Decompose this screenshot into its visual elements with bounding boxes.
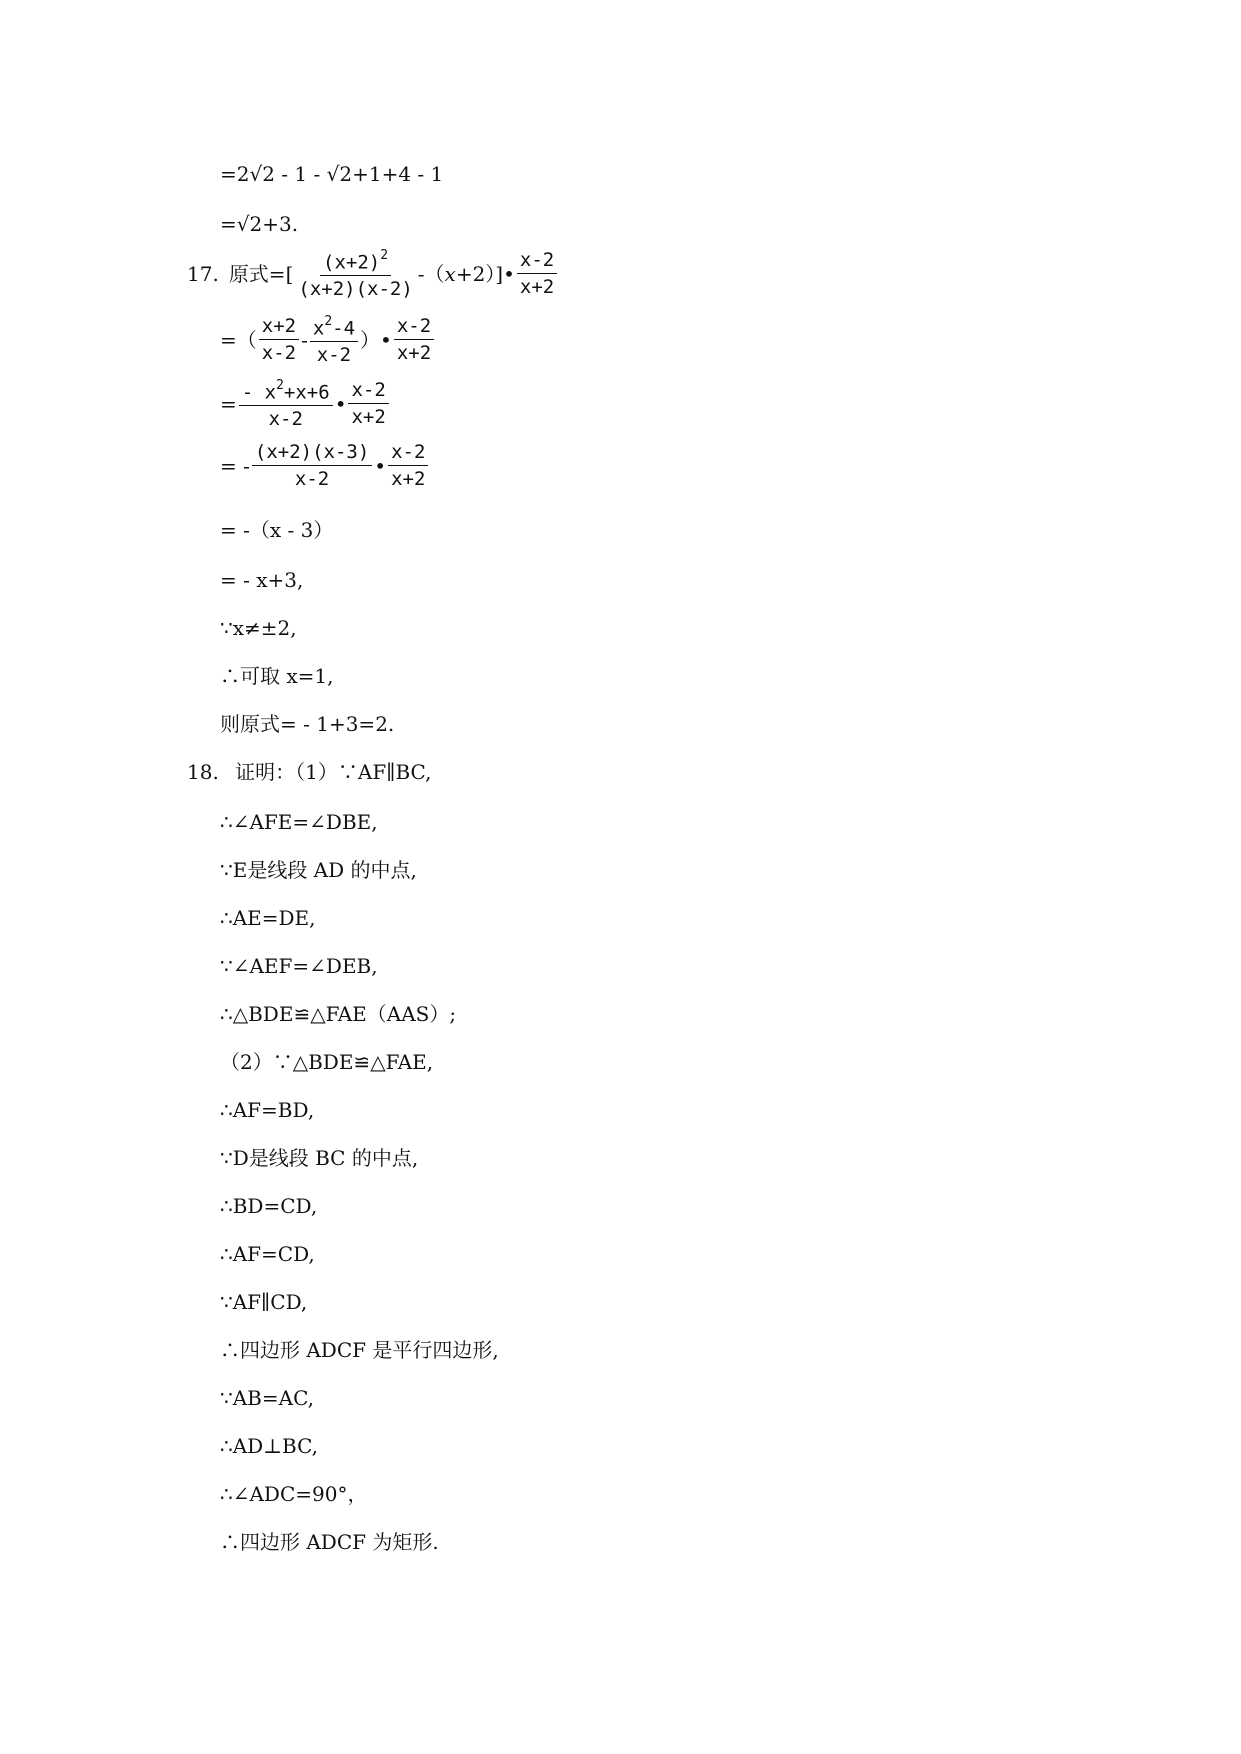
s6-text: = - x+3, bbox=[220, 568, 304, 592]
s2-eq: =（ bbox=[220, 327, 257, 352]
q18-step-text: ∴BD=CD, bbox=[220, 1194, 318, 1218]
q17-dot: • bbox=[503, 261, 515, 286]
q17-lead: 原式=[ bbox=[228, 261, 294, 286]
s2-b-den: x-2 bbox=[316, 344, 352, 367]
s2-b-num-exp: 2 bbox=[324, 314, 333, 329]
q17-plus2: +2）] bbox=[455, 261, 504, 286]
q17-step-4 bbox=[220, 440, 430, 491]
q18-step bbox=[220, 952, 378, 980]
q18-step bbox=[220, 1096, 314, 1124]
s3-b-num: x-2 bbox=[348, 378, 388, 404]
q18-step bbox=[220, 1192, 317, 1220]
q18-number: 18. bbox=[187, 760, 219, 784]
q17-step-3 bbox=[220, 376, 391, 431]
s3-b-den: x+2 bbox=[351, 406, 386, 429]
s4-fraction-a bbox=[252, 440, 372, 491]
s2-minus: - bbox=[301, 327, 308, 352]
q18-step-text: ∴四边形 ADCF 是平行四边形, bbox=[220, 1338, 499, 1362]
q18-step bbox=[220, 856, 417, 884]
q18-step-text: ∵AF∥CD, bbox=[220, 1290, 308, 1314]
q18-step bbox=[220, 1288, 307, 1316]
q18-step-text: ∴∠ADC=90°， bbox=[220, 1482, 368, 1506]
s2-a-num: x+2 bbox=[259, 314, 299, 340]
line-1 bbox=[220, 160, 443, 188]
q18-step bbox=[220, 1144, 418, 1172]
q18-step-text: ∵E是线段 AD 的中点, bbox=[220, 858, 417, 882]
s4-eq: = - bbox=[220, 453, 250, 478]
s2-c-num: x-2 bbox=[394, 314, 434, 340]
q18-step-text: ∴四边形 ADCF 为矩形. bbox=[220, 1530, 439, 1554]
q18-step-text: ∴∠AFE=∠DBE, bbox=[220, 810, 378, 834]
line-1-text: =2√2 - 1 - √2+1+4 - 1 bbox=[220, 162, 444, 186]
q18-step bbox=[220, 1000, 456, 1028]
q17-step-2 bbox=[220, 312, 436, 367]
q18-step-text: ∵∠AEF=∠DEB, bbox=[220, 954, 378, 978]
s4-a-num: (x+2)(x-3) bbox=[252, 440, 372, 466]
s2-close: ） bbox=[360, 327, 381, 352]
s2-fraction-c bbox=[394, 314, 434, 365]
q18-step-text: ∵AB=AC, bbox=[220, 1386, 315, 1410]
q18-step bbox=[220, 904, 316, 932]
s4-dot: • bbox=[374, 453, 387, 478]
s2-fraction-a bbox=[259, 314, 299, 365]
s3-a-num-exp: 2 bbox=[276, 378, 284, 393]
q18-step bbox=[220, 1048, 433, 1076]
q17-minus-part: -（ bbox=[417, 261, 445, 286]
q17-fraction-1 bbox=[295, 246, 415, 301]
q18-step bbox=[220, 1432, 318, 1460]
q17-frac2-num: x-2 bbox=[517, 248, 557, 274]
s3-eq: = bbox=[220, 391, 237, 416]
q18-step-text: ∵D是线段 BC 的中点, bbox=[220, 1146, 419, 1170]
s9-text: 则原式= - 1+3=2. bbox=[220, 712, 395, 736]
q18-step bbox=[220, 1240, 315, 1268]
q17-step-9 bbox=[220, 710, 394, 738]
q17-fraction-2 bbox=[517, 248, 557, 299]
q18-step-text: （2）∵△BDE≌△FAE, bbox=[220, 1050, 434, 1074]
q18-text: 证明：（1）∵AF∥BC, bbox=[235, 760, 432, 784]
q17-number: 17. bbox=[187, 261, 219, 286]
s2-b-num-rest: -4 bbox=[332, 317, 356, 340]
q17-line-1 bbox=[187, 246, 559, 301]
line-2-text: =√2+3. bbox=[220, 212, 299, 236]
s2-dot: • bbox=[380, 327, 392, 352]
q18-step-text: ∴AF=BD, bbox=[220, 1098, 315, 1122]
s3-fraction-a bbox=[239, 376, 333, 431]
s4-b-num: x-2 bbox=[388, 440, 428, 466]
q18-step-text: ∴AD⊥BC, bbox=[220, 1434, 319, 1458]
q17-step-8 bbox=[220, 662, 333, 690]
q17-frac1-den: (x+2)(x-2) bbox=[298, 278, 413, 301]
s8-text: ∴可取 x=1, bbox=[220, 664, 334, 688]
s2-fraction-b bbox=[310, 312, 358, 367]
q18-step bbox=[220, 1528, 439, 1556]
s3-a-num-lead: - x bbox=[241, 381, 277, 404]
s2-c-den: x+2 bbox=[396, 342, 432, 365]
s2-b-num-base: x bbox=[312, 317, 325, 340]
s5-text: = -（x - 3） bbox=[220, 518, 334, 542]
q17-x: x bbox=[444, 261, 456, 286]
q18-step bbox=[220, 1336, 499, 1364]
q17-step-7 bbox=[220, 614, 297, 642]
s4-b-den: x+2 bbox=[391, 468, 426, 490]
s4-fraction-b bbox=[388, 440, 428, 491]
q17-frac2-den: x+2 bbox=[519, 276, 555, 299]
q18-step bbox=[220, 1384, 314, 1412]
q17-frac1-num: (x+2) bbox=[323, 251, 381, 274]
q17-step-5 bbox=[220, 516, 333, 544]
s4-a-den: x-2 bbox=[294, 468, 330, 490]
q18-step-text: ∴AE=DE, bbox=[220, 906, 316, 930]
q18-step bbox=[220, 1480, 367, 1508]
line-2 bbox=[220, 210, 298, 238]
q18-step-text: ∴△BDE≌△FAE（AAS）; bbox=[220, 1002, 457, 1026]
s3-a-den: x-2 bbox=[268, 408, 303, 431]
q17-frac1-exp: 2 bbox=[380, 248, 389, 263]
s2-a-den: x-2 bbox=[261, 342, 297, 365]
q18-step bbox=[220, 808, 378, 836]
q18-line-1 bbox=[187, 758, 431, 786]
q18-step-text: ∴AF=CD, bbox=[220, 1242, 315, 1266]
s7-text: ∵x≠±2, bbox=[220, 616, 297, 640]
q17-step-6 bbox=[220, 566, 303, 594]
s3-a-num-rest: +x+6 bbox=[283, 381, 330, 404]
s3-dot: • bbox=[334, 391, 347, 416]
s3-fraction-b bbox=[348, 378, 388, 429]
